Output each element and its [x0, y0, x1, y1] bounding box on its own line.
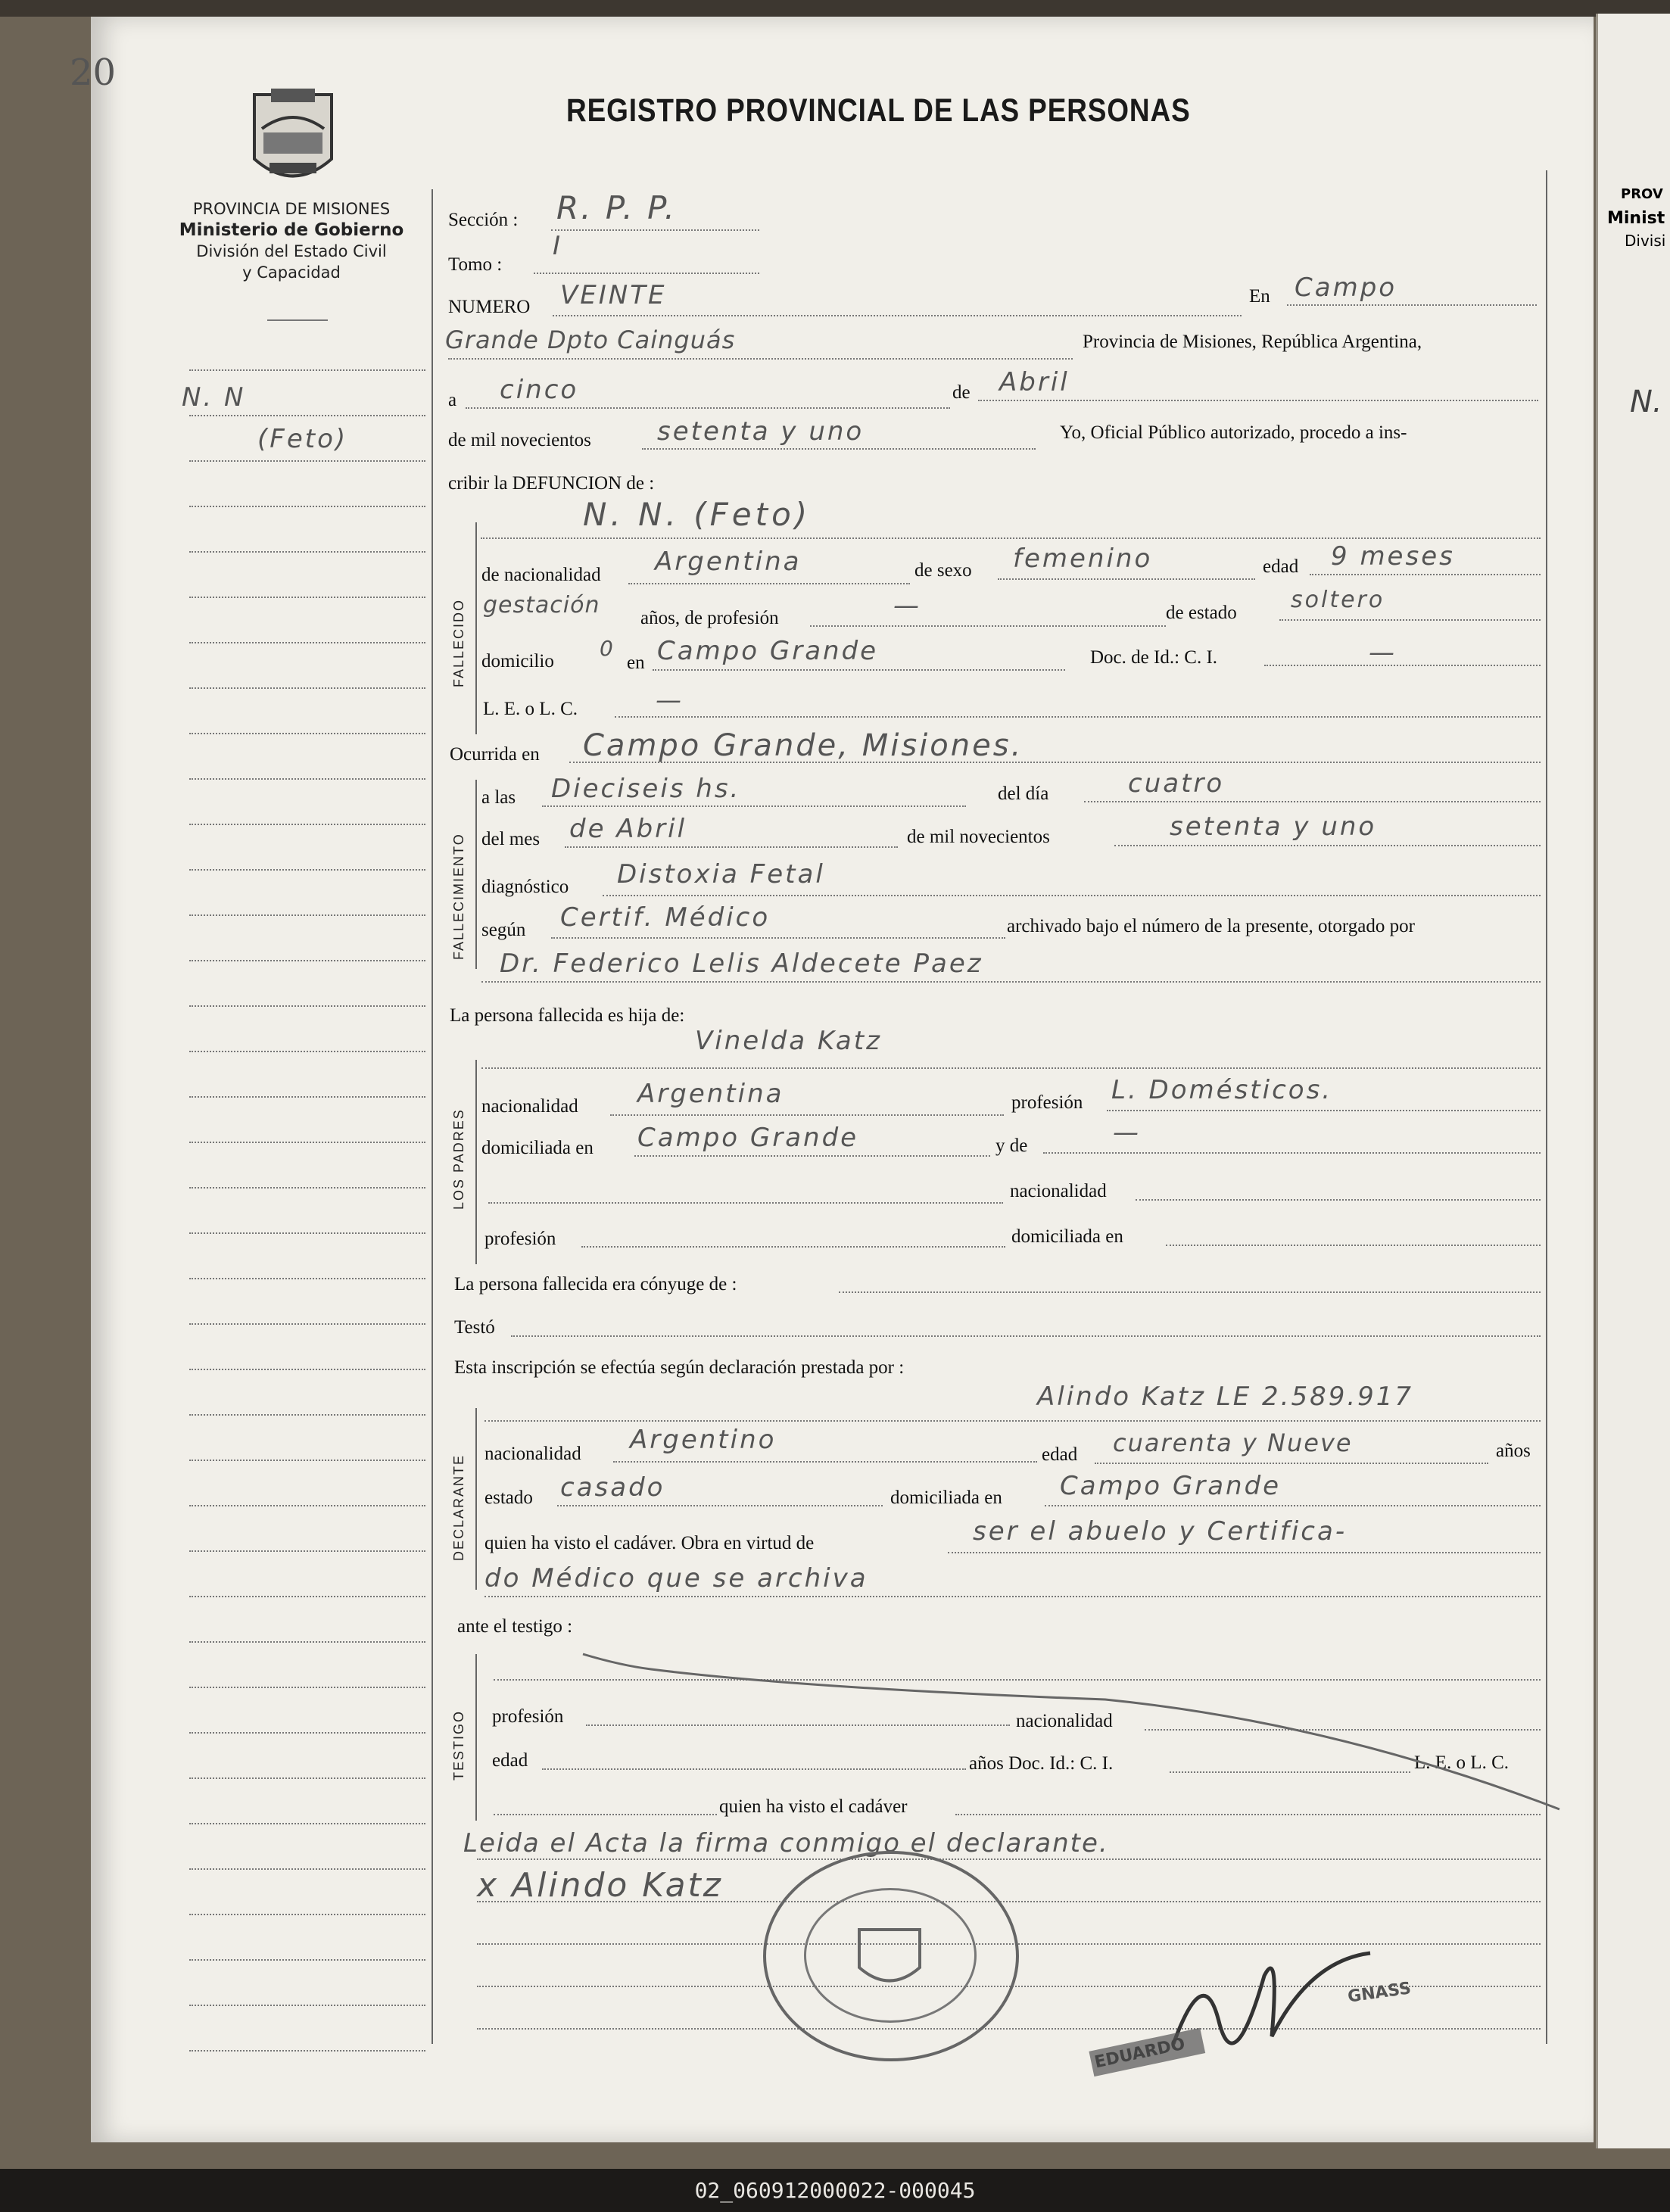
issuer-division: División del Estado Civil	[196, 242, 387, 260]
margin-line	[189, 1096, 425, 1098]
margin-note-line1: N. N	[182, 382, 246, 413]
line-padre-nombre	[488, 1202, 1003, 1204]
hw-madre-nac: Argentina	[637, 1079, 784, 1109]
label-de-mil-fallec: de mil novecientos	[907, 827, 1050, 847]
label-estado: de estado	[1166, 603, 1237, 623]
label-de-mil: de mil novecientos	[448, 430, 591, 450]
line-estado-decl	[557, 1505, 883, 1506]
line-madre	[481, 1067, 1541, 1069]
label-numero: NUMERO	[448, 297, 531, 317]
margin-line	[189, 1596, 425, 1597]
margin-line	[189, 1051, 425, 1052]
line-seccion	[551, 229, 759, 231]
label-domicilio: domicilio	[481, 651, 554, 671]
line-mes-fallec	[565, 846, 898, 848]
margin-line	[189, 1187, 425, 1189]
line-declarante	[484, 1420, 1541, 1422]
margin-line	[189, 1868, 425, 1870]
label-le-lc: L. E. o L. C.	[483, 699, 578, 719]
margin-line	[189, 1550, 425, 1552]
header-underline	[267, 319, 328, 321]
hw-le-lc: —	[656, 685, 684, 715]
label-edad-decl: edad	[1042, 1444, 1078, 1465]
side-label-fallecido: FALLECIDO	[451, 598, 466, 687]
margin-line	[189, 1687, 425, 1688]
label-nacionalidad-decl: nacionalidad	[484, 1444, 581, 1464]
hw-diagnostico: Distoxia Fetal	[617, 859, 825, 889]
line-domicilio	[653, 669, 1065, 671]
margin-line	[189, 1641, 425, 1643]
label-domiciliada-madre: domiciliada en	[481, 1138, 594, 1158]
seal-emblem-icon	[855, 1926, 924, 1986]
margin-line	[189, 1460, 425, 1461]
label-anos-decl: años	[1496, 1441, 1531, 1461]
line-anio	[642, 448, 1036, 450]
margin-line	[189, 1323, 425, 1325]
hw-mes: Abril	[999, 367, 1070, 397]
hw-obra: ser el abuelo y Certifica-	[973, 1516, 1348, 1547]
hw-lectura: Leida el Acta la firma conmigo el declarante.	[463, 1828, 1109, 1858]
fallecido-bracket	[475, 522, 477, 734]
hw-doc: —	[1369, 637, 1397, 668]
hw-madre-dom: Campo Grande	[637, 1123, 859, 1153]
hw-segun: Certif. Médico	[560, 902, 771, 933]
label-edad-testigo: edad	[492, 1750, 528, 1771]
line-edad-decl	[1095, 1463, 1488, 1464]
line-prof-madre	[1107, 1110, 1541, 1111]
label-sexo: de sexo	[914, 560, 972, 581]
hw-ocurrida: Campo Grande, Misiones.	[583, 728, 1023, 763]
label-ante-testigo: ante el testigo :	[457, 1616, 573, 1637]
margin-line	[189, 1232, 425, 1234]
label-domicilio-en: en	[627, 653, 645, 673]
hw-firma: x Alindo Katz	[477, 1866, 723, 1905]
line-segun	[551, 937, 1005, 939]
label-nacionalidad-madre: nacionalidad	[481, 1096, 578, 1117]
label-nacionalidad-testigo: nacionalidad	[1016, 1711, 1113, 1731]
margin-line	[189, 1278, 425, 1279]
label-seccion: Sección :	[448, 210, 519, 230]
hw-dia: cinco	[500, 375, 579, 405]
facing-page	[1596, 14, 1670, 2148]
line-padre	[1043, 1152, 1541, 1154]
margin-line	[189, 869, 425, 871]
hw-edad: 9 meses	[1331, 541, 1455, 572]
hw-profesion: —	[893, 590, 921, 621]
margin-line	[189, 733, 425, 734]
label-estado-decl: estado	[484, 1488, 533, 1508]
label-del-mes: del mes	[481, 829, 541, 849]
line-obra2	[484, 1596, 1541, 1597]
line-difunto	[481, 537, 1541, 539]
margin-line	[189, 1505, 425, 1506]
label-del-dia: del día	[998, 784, 1049, 804]
label-profesion-padre: profesión	[484, 1229, 556, 1249]
line-sexo	[998, 578, 1255, 580]
margin-line	[189, 1823, 425, 1824]
margin-line	[189, 824, 425, 825]
hw-difunto: N. N. (Feto)	[583, 496, 812, 533]
line-dia-fallec	[1084, 801, 1541, 802]
hw-mes-fallec: de Abril	[569, 814, 687, 844]
margin-line	[189, 1777, 425, 1779]
line-dia	[466, 407, 950, 409]
hw-hora: Dieciseis hs.	[551, 774, 741, 804]
officer-signature	[1083, 1930, 1431, 2097]
line-edad	[1310, 574, 1541, 575]
facing-header-1: PROV	[1621, 186, 1663, 202]
line-nac-decl	[613, 1461, 1037, 1463]
margin-line	[189, 369, 425, 371]
label-de: de	[952, 382, 971, 403]
label-domiciliada-padre: domiciliada en	[1011, 1226, 1123, 1247]
line-le-lc	[615, 716, 1541, 718]
label-diagnostico: diagnóstico	[481, 877, 569, 897]
line-prof-padre	[581, 1246, 1005, 1248]
label-ocurrida: Ocurrida en	[450, 744, 540, 765]
line-dom-madre	[634, 1155, 990, 1157]
hw-decl-dom: Campo Grande	[1060, 1471, 1282, 1501]
margin-line	[189, 1005, 425, 1007]
label-y-de: y de	[995, 1136, 1028, 1156]
line-conyuge	[839, 1291, 1541, 1293]
line-medico	[481, 981, 1541, 983]
hw-sexo: femenino	[1013, 544, 1153, 574]
image-caption: 02_060912000022-000045	[0, 2169, 1670, 2212]
line-mes	[978, 400, 1538, 401]
line-numero	[553, 315, 1242, 316]
hw-madre-prof: L. Domésticos.	[1111, 1075, 1333, 1105]
hw-decl-nac: Argentino	[630, 1425, 777, 1455]
margin-line	[189, 2005, 425, 2006]
issuer-province: PROVINCIA DE MISIONES	[192, 200, 391, 218]
hw-anio: setenta y uno	[657, 416, 865, 447]
hw-estado: soltero	[1291, 587, 1385, 613]
hw-lugar: Grande Dpto Cainguás	[445, 326, 736, 354]
cancel-strike-line	[575, 1647, 1575, 1828]
label-quien-visto-testigo: quien ha visto el cadáver	[719, 1796, 908, 1817]
side-label-padres: LOS PADRES	[451, 1108, 466, 1210]
line-tomo	[534, 273, 759, 274]
margin-note-line2: (Feto)	[257, 424, 348, 454]
declarante-bracket	[475, 1408, 477, 1590]
hw-tomo: I	[553, 231, 563, 261]
officer-name-stamp: EDUARDO	[1092, 2034, 1187, 2073]
margin-line	[189, 415, 425, 416]
label-a: a	[448, 390, 457, 410]
label-profesion-testigo: profesión	[492, 1706, 564, 1727]
hw-anio-fallec: setenta y uno	[1170, 812, 1377, 842]
hw-en: Campo	[1295, 273, 1397, 303]
label-profesion-madre: profesión	[1011, 1092, 1083, 1113]
label-hija-de: La persona fallecida es hija de:	[450, 1005, 685, 1026]
label-conyuge: La persona fallecida era cónyuge de :	[454, 1274, 737, 1294]
label-a-las: a las	[481, 787, 516, 808]
margin-line	[189, 1142, 425, 1143]
label-nacionalidad-padre: nacionalidad	[1010, 1181, 1107, 1201]
line-hora	[542, 805, 966, 807]
line-nac-padre	[1136, 1199, 1541, 1201]
line-diagnostico	[603, 895, 1541, 896]
line-lugar	[448, 358, 1073, 360]
label-doc: Doc. de Id.: C. I.	[1090, 647, 1218, 668]
hw-domicilio: 0	[600, 636, 615, 661]
margin-line	[189, 460, 425, 462]
hw-decl-edad: cuarenta y Nueve	[1113, 1428, 1353, 1457]
facing-header-3: Divisi	[1625, 232, 1666, 250]
label-edad: edad	[1263, 556, 1299, 577]
margin-line	[189, 1414, 425, 1416]
hw-madre: Vinelda Katz	[695, 1026, 882, 1056]
label-quien-visto: quien ha visto el cadáver. Obra en virtud de	[484, 1533, 815, 1553]
hw-obra2: do Médico que se archiva	[484, 1563, 868, 1594]
line-en	[1287, 304, 1537, 306]
hw-medico: Dr. Federico Lelis Aldecete Paez	[500, 949, 983, 979]
margin-line	[189, 506, 425, 507]
label-en: En	[1249, 286, 1270, 307]
margin-line	[189, 597, 425, 598]
margin-line	[189, 2050, 425, 2052]
line-profesion	[810, 625, 1166, 627]
facing-margin-note: N.	[1630, 385, 1662, 419]
label-segun: según	[481, 920, 526, 940]
issuer-header	[151, 198, 432, 283]
label-yo: Yo, Oficial Público autorizado, procedo a ins-	[1060, 422, 1407, 443]
label-le-lc-testigo: L. E. o L. C.	[1414, 1752, 1509, 1773]
official-seal-stamp	[763, 1851, 1019, 2061]
label-domiciliada-decl: domiciliada en	[890, 1488, 1002, 1508]
margin-divider	[432, 189, 433, 2044]
label-testo: Testó	[454, 1317, 495, 1338]
side-label-fallecimiento: FALLECIMIENTO	[451, 833, 466, 960]
label-cribir: cribir la DEFUNCION de :	[448, 473, 655, 494]
hw-numero: VEINTE	[560, 280, 667, 310]
line-anio-fallec	[1114, 845, 1541, 846]
side-label-declarante: DECLARANTE	[451, 1453, 466, 1561]
provincial-emblem-icon	[247, 87, 339, 192]
testigo-bracket	[475, 1654, 477, 1821]
margin-line	[189, 687, 425, 689]
label-archivado: archivado bajo el número de la presente, otorgado por	[1007, 916, 1415, 936]
line-nacionalidad	[628, 583, 910, 584]
margin-line	[189, 778, 425, 780]
fallecimiento-bracket	[475, 780, 477, 969]
issuer-capacity: y Capacidad	[242, 263, 341, 282]
margin-line	[189, 1914, 425, 1915]
signature-line	[477, 1858, 1541, 1860]
line-obra	[948, 1552, 1541, 1553]
line-testo	[511, 1335, 1541, 1337]
hw-seccion: R. P. P.	[556, 189, 678, 226]
label-inscripcion: Esta inscripción se efectúa según declaración prestada por :	[454, 1357, 905, 1378]
officer-surname-stamp: GNASS	[1346, 1979, 1413, 2007]
hw-declarante: Alindo Katz LE 2.589.917	[1037, 1382, 1414, 1412]
hw-domicilio-en: Campo Grande	[657, 636, 879, 666]
page-title: REGISTRO PROVINCIAL DE LAS PERSONAS	[566, 92, 1191, 129]
margin-line	[189, 1732, 425, 1734]
label-de-nacionalidad: de nacionalidad	[481, 565, 601, 585]
side-label-testigo: TESTIGO	[451, 1709, 466, 1781]
line-nac-madre	[610, 1114, 1004, 1116]
facing-header-2: Minist	[1607, 209, 1665, 228]
line-estado	[1279, 619, 1541, 621]
margin-line	[189, 960, 425, 961]
label-tomo: Tomo :	[448, 254, 503, 275]
label-provincia: Provincia de Misiones, República Argentina,	[1083, 332, 1422, 352]
label-anos-doc-testigo: años Doc. Id.: C. I.	[969, 1753, 1114, 1774]
page-number: 20	[70, 51, 117, 94]
margin-line	[189, 1369, 425, 1370]
hw-gestacion: gestación	[483, 592, 600, 618]
line-dom-padre	[1166, 1245, 1541, 1246]
hw-nacionalidad: Argentina	[655, 547, 802, 577]
margin-line	[189, 1959, 425, 1961]
margin-line	[189, 914, 425, 916]
label-anos-profesion: años, de profesión	[640, 608, 779, 628]
hw-decl-estado: casado	[560, 1472, 665, 1503]
issuer-ministry: Ministerio de Gobierno	[179, 220, 404, 240]
hw-padre: —	[1113, 1117, 1141, 1148]
margin-line	[189, 642, 425, 643]
padres-bracket	[475, 1060, 477, 1264]
line-dom-decl	[1045, 1505, 1541, 1506]
hw-dia-fallec: cuatro	[1128, 768, 1225, 799]
line-doc	[1264, 665, 1541, 666]
margin-line	[189, 551, 425, 553]
